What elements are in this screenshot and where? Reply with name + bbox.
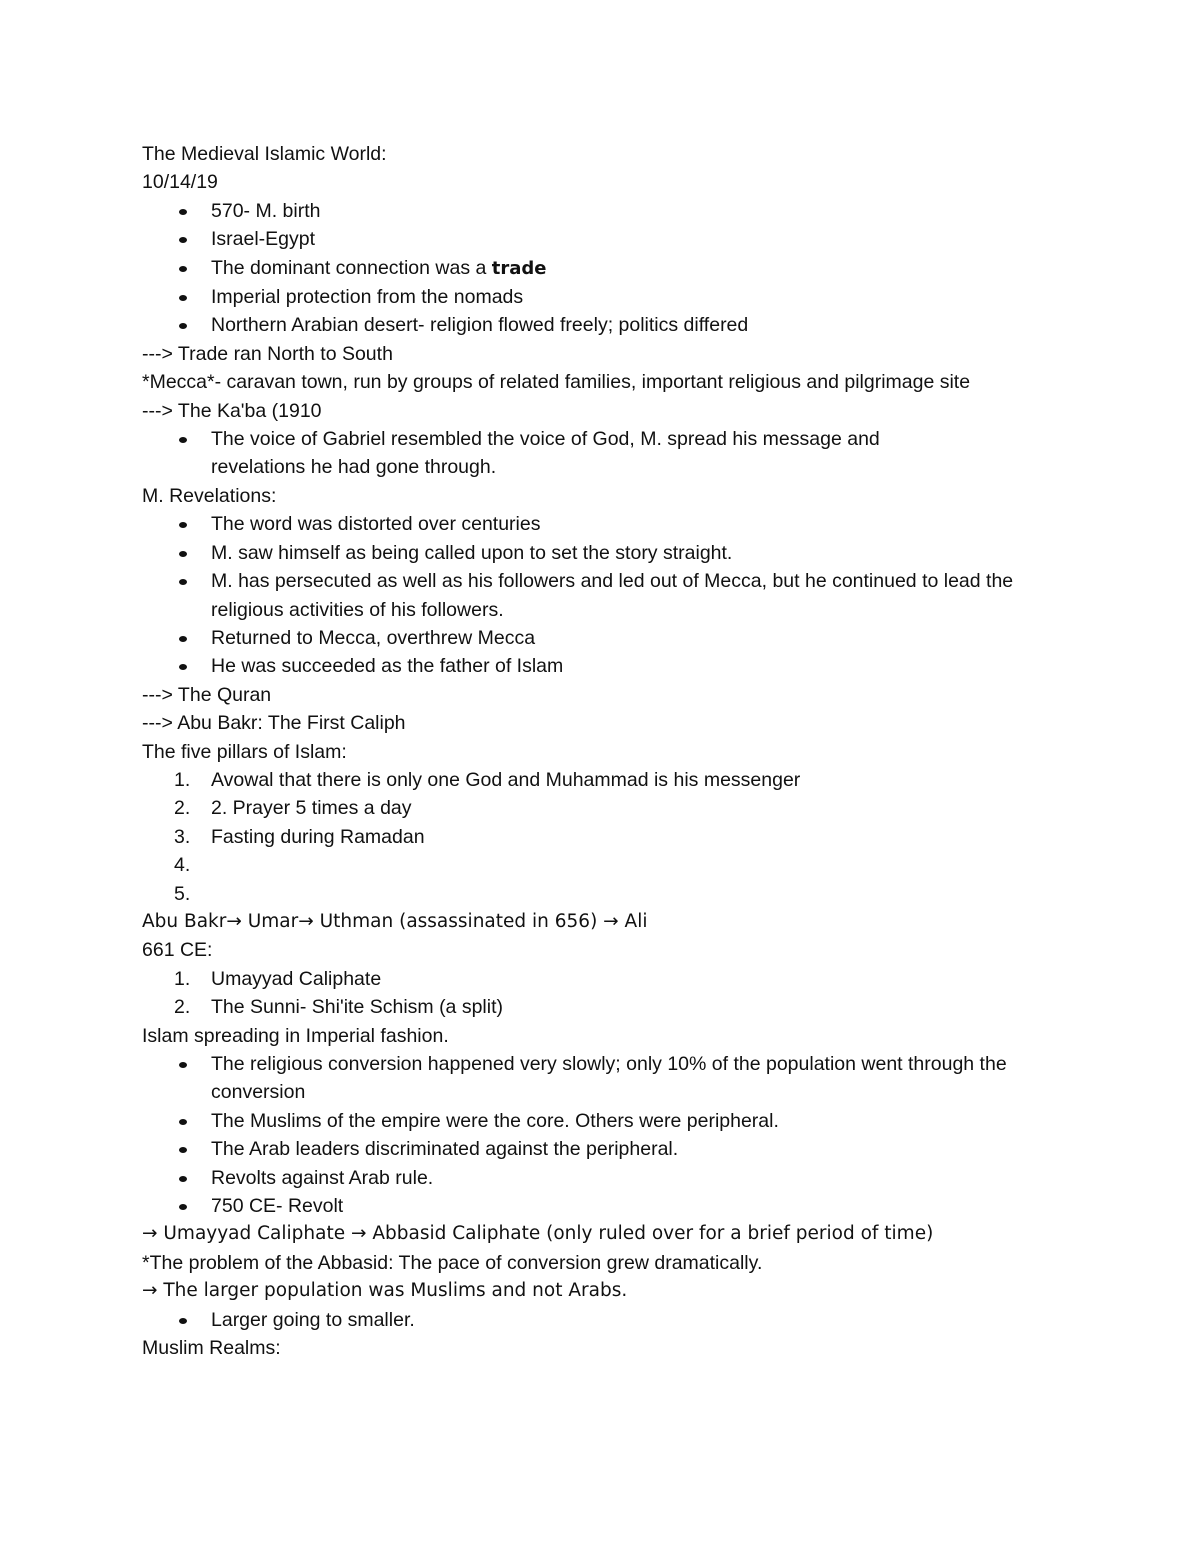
item-text: Avowal that there is only one God and Muhammad is his messenger: [211, 768, 801, 791]
list-item: Northern Arabian desert- religion flowed freely; politics differed: [142, 311, 1062, 339]
item-text: 2. Prayer 5 times a day: [211, 797, 412, 820]
pillars-list: [142, 766, 1062, 908]
list-item: [142, 965, 1062, 993]
list-item: The religious conversion happened very slowly; only 10% of the population went through the conversion: [142, 1050, 1061, 1107]
doc-title: The Medieval Islamic World:: [142, 143, 387, 165]
list-item: [142, 880, 1062, 908]
list-item: [142, 993, 1062, 1021]
kaba-line: ---> The Ka'ba (1910: [142, 399, 322, 422]
mecca-line: *Mecca*- caravan town, run by groups of related families, important religious and pilgrimage site: [142, 371, 971, 394]
quran-line: ---> The Quran: [142, 683, 272, 706]
item-text: The Sunni- Shi'ite Schism (a split): [211, 996, 503, 1019]
item-number: 1.: [174, 768, 191, 791]
list-item: Revolts against Arab rule.: [142, 1164, 1062, 1192]
abu-bakr-line: ---> Abu Bakr: The First Caliph: [142, 712, 406, 735]
succession-line: Abu Bakr→ Umar→ Uthman (assassinated in 656) → Ali: [142, 910, 648, 932]
item-number: 3.: [174, 825, 191, 848]
abbasid-line: → Umayyad Caliphate → Abbasid Caliphate (only ruled over for a brief period of time): [142, 1223, 934, 1245]
list-item: Returned to Mecca, overthrew Mecca: [142, 624, 1062, 652]
ce661-heading: 661 CE:: [142, 939, 213, 962]
item-number: 1.: [174, 967, 191, 990]
ce661-list: [142, 965, 1062, 1022]
list-item: Israel-Egypt: [142, 225, 1062, 253]
list-item: Imperial protection from the nomads: [142, 283, 1062, 311]
pillars-heading: The five pillars of Islam:: [142, 740, 347, 763]
revelations-heading: M. Revelations:: [142, 484, 277, 507]
spreading-list: [142, 1050, 1062, 1220]
list-item: [142, 254, 1062, 283]
intro-list: [142, 197, 1062, 340]
revelations-list: [142, 510, 1062, 680]
list-item: 750 CE- Revolt: [142, 1192, 1062, 1220]
list-item: 570- M. birth: [142, 197, 1062, 225]
list-item: He was succeeded as the father of Islam: [142, 652, 1062, 680]
spreading-heading: Islam spreading in Imperial fashion.: [142, 1024, 449, 1047]
document-page: [142, 140, 1062, 1362]
list-item: [142, 794, 1062, 822]
item-text: [211, 854, 216, 876]
list-item: [142, 823, 1062, 851]
list-item: [142, 766, 1062, 794]
item-number: 5.: [174, 882, 191, 905]
list-item: Larger going to smaller.: [142, 1306, 1062, 1334]
larger-list: [142, 1306, 1062, 1334]
list-item: M. saw himself as being called upon to set the story straight.: [142, 539, 1062, 567]
list-item: [142, 851, 1062, 879]
list-item: The voice of Gabriel resembled the voice of God, M. spread his message and revelations he had gone through.: [142, 425, 971, 482]
item-number: 2.: [174, 996, 191, 1019]
problem-line: *The problem of the Abbasid: The pace of conversion grew dramatically.: [142, 1251, 763, 1274]
list-item: The Arab leaders discriminated against the peripheral.: [142, 1135, 1062, 1163]
trade-bold: trade: [491, 257, 547, 279]
list-item: The Muslims of the empire were the core. Others were peripheral.: [142, 1107, 1062, 1135]
list-item: The word was distorted over centuries: [142, 510, 1062, 538]
trade-prefix: The dominant connection was a: [211, 256, 492, 279]
gabriel-list: [142, 425, 1062, 482]
item-text: Umayyad Caliphate: [211, 967, 382, 990]
larger-pop-line: → The larger population was Muslims and not Arabs.: [142, 1280, 628, 1302]
item-text: [211, 883, 216, 905]
item-number: 4.: [174, 854, 191, 877]
item-number: 2.: [174, 797, 191, 820]
item-text: Fasting during Ramadan: [211, 825, 425, 848]
list-item: M. has persecuted as well as his followers and led out of Mecca, but he continued to lead the religious activities of his followers.: [142, 567, 1031, 624]
realms-heading: Muslim Realms:: [142, 1337, 281, 1360]
trade-ran-line: ---> Trade ran North to South: [142, 342, 393, 365]
doc-date: 10/14/19: [142, 171, 218, 194]
